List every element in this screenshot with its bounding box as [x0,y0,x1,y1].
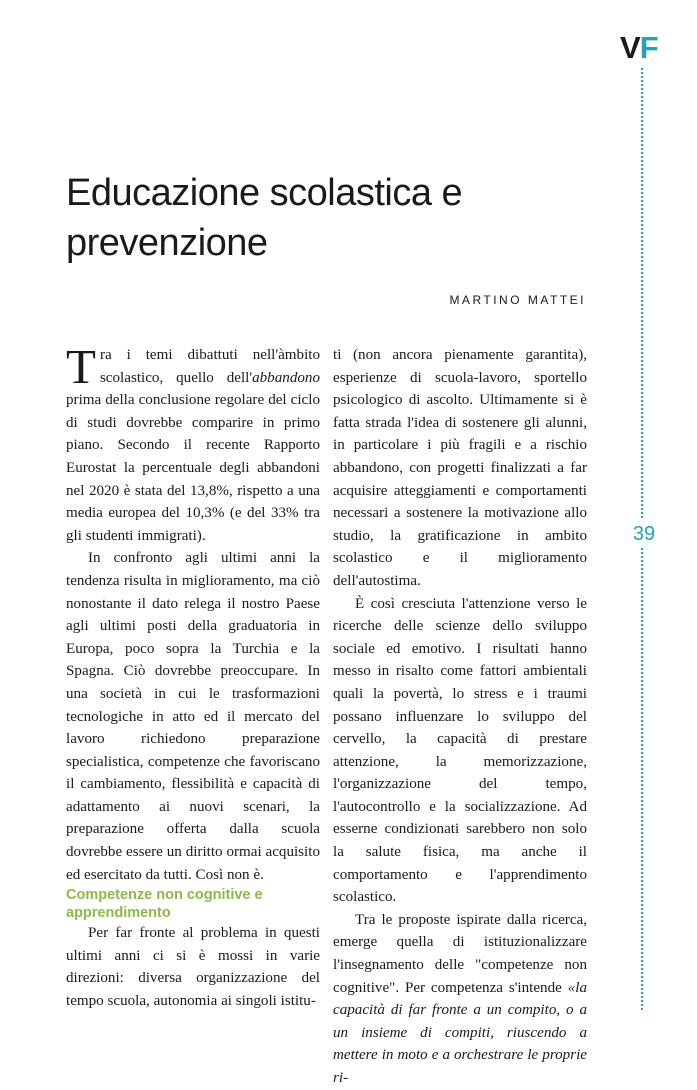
paragraph: Tra i temi dibattuti nell'àmbito scolastico, quello dell'abbandono prima della conclusione regolare del ciclo di studi dovrebbe comparire in primo piano. Secondo il recente Rapporto Eurostat la percentuale degli abbandoni nel 2020 è stata del 13,8%, rispetto a una media europea del 10,3% (e del 33% tra gli studenti immigrati). [66,339,320,544]
magazine-logo: VF [620,30,658,65]
drop-cap: T [66,339,96,394]
text-column-left [66,339,320,1013]
paragraph: Tra le proposte ispirate dalla ricerca, emerge quella di istituzionalizzare l'insegnamento delle "competenze non cognitive". Per competenza s'intende «la capacità di far fronte a un compito, o a un insieme di compiti, riuscendo a mettere in moto e a orchestrare le proprie ri- [333,911,587,1086]
article-title: Educazione scolastica e prevenzione [66,172,463,264]
section-subheading: Competenze non cognitive e apprendimento [66,887,263,922]
paragraph: È così cresciuta l'attenzione verso le ricerche delle scienze dello sviluppo sociale ed emotivo. I risultati hanno messo in risalto come fattori ambientali quali la povertà, lo stress e i traumi possano influenzare lo sviluppo del cervello, la capacità di prestare attenzione, la memorizzazione, l'organizzazione del tempo, l'autocontrollo e la socializzazione. Ad esserne condizionati sarebbero non solo la salute fisica, ma anche il comportamento e l'apprendimento scolastico. [333,595,587,906]
text-column-right [333,344,587,1090]
article-author: MARTINO MATTEI [449,293,586,307]
paragraph: ti (non ancora pienamente garantita), esperienze di scuola-lavoro, sportello psicologico di ascolto. Ultimamente si è fatta strada l'idea di sostenere gli alunni, in particolare i più fragili e a rischio abbandono, con progetti finalizzati a far acquisire atteggiamenti e comportamenti necessari a sostenere la motivazione allo studio, la gratificazione in ambito scolastico e il miglioramento dell'autostima. [333,347,587,589]
page-number: 39 [629,520,659,548]
paragraph: In confronto agli ultimi anni la tendenza risulta in miglioramento, ma ciò nonostante il dato relega il nostro Paese agli ultimi posti della graduatoria in Europa, poco sopra la Turchia e la Spagna. Ciò dovrebbe preoccupare. In una società in cui le trasformazioni tecnologiche in atto ed il mercato del lavoro richiedono preparazione specialistica, competenze che favoriscano il cambiamento, flessibilità e capacità di adattamento ai nuovi scenari, la preparazione offerta dalla scuola dovrebbe essere un diritto ormai acquisito ed esercitato da tutti. Così non è. [66,550,320,883]
paragraph: Per far fronte al problema in questi ultimi anni ci si è mossi in varie direzioni: diversa organizzazione del tempo scuola, autonomia ai singoli istitu- [66,925,320,1010]
